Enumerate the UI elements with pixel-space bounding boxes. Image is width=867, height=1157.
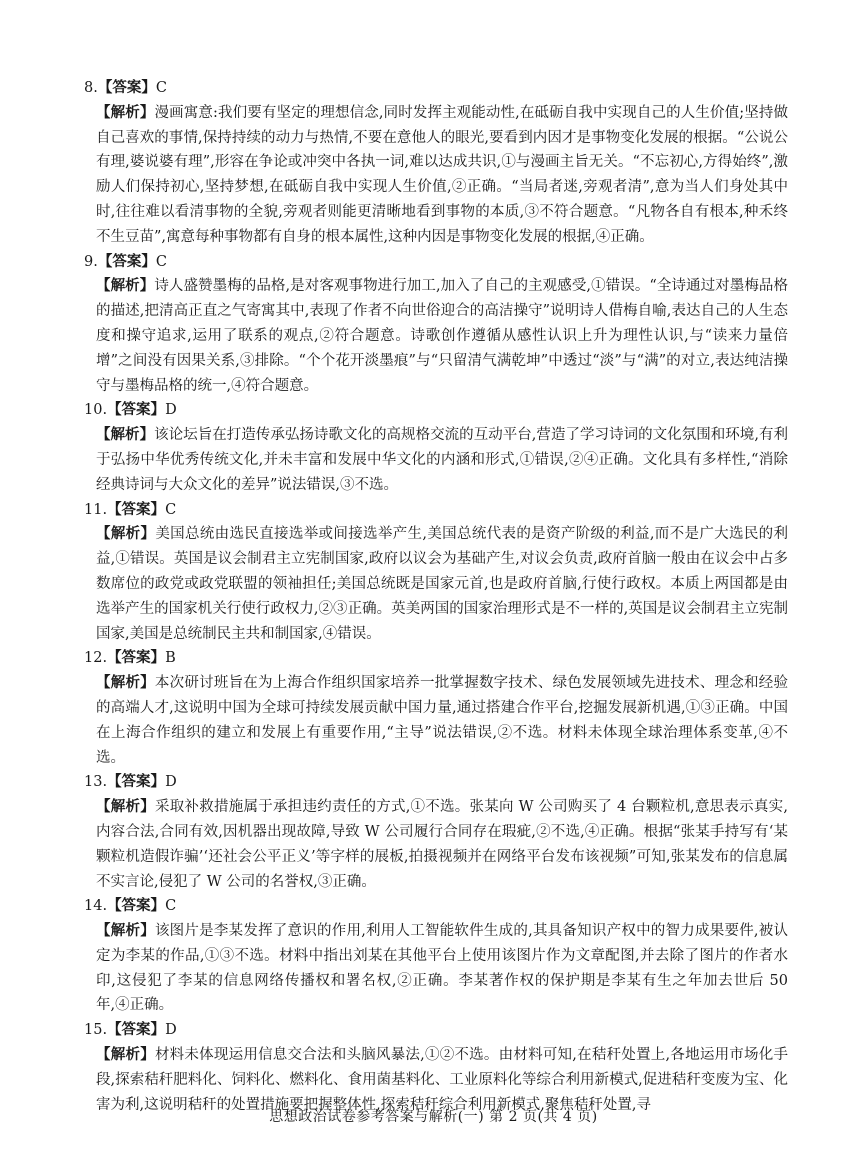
question-9 [84, 250, 788, 399]
analysis-text: 材料未体现运用信息交合法和头脑风暴法,①②不选。由材料可知,在秸秆处置上,各地运用市场化手段,探索秸秆肥料化、饲料化、燃料化、食用菌基料化、工业原料化等综合利用新模式,促进秸秆变废为宝、化害为利,这说明秸秆的处置措施要把握整体性,探索秸秆综合利用新模式,聚焦秸秆处置,寻 [96, 1047, 789, 1113]
question-number: 9. [84, 253, 98, 270]
answer-label: 【答案】 [107, 401, 166, 419]
analysis-paragraph [84, 522, 788, 646]
question-10 [84, 398, 788, 497]
analysis-paragraph [84, 919, 788, 1018]
analysis-text: 美国总统由选民直接选举或间接选举产生,美国总统代表的是资产阶级的利益,而不是广大选民的利益,①错误。英国是议会制君主立宪制国家,政府以议会为基础产生,对议会负责,政府首脑一般由在议会中占多数席位的政党或政党联盟的领袖担任;美国总统既是国家元首,也是政府首脑,行使行政权。本质上两国都是由选举产生的国家机关行使行政权力,②③正确。英美两国的国家治理形式是不一样的,英国是议会制君主立宪制国家,美国是总统制民主共和制国家,④错误。 [96, 526, 788, 642]
analysis-paragraph [84, 671, 788, 770]
analysis-text: 该论坛旨在打造传承弘扬诗歌文化的高规格交流的互动平台,营造了学习诗词的文化氛围和环境,有利于弘扬中华优秀传统文化,并未丰富和发展中华文化的内涵和形式,①错误,②④正确。文化具有多样性,“消除经典诗词与大众文化的差异”说法错误,③不选。 [96, 427, 788, 493]
answer-line [84, 498, 788, 523]
question-number: 8. [84, 80, 98, 96]
answer-label: 【答案】 [107, 1021, 166, 1039]
question-number: 10. [84, 402, 108, 419]
analysis-text: 该图片是李某发挥了意识的作用,利用人工智能软件生成的,其具备知识产权中的智力成果要件,被认定为李某的作品,①③不选。材料中指出刘某在其他平台上使用该图片作为文章配图,并去除了图片的作者水印,这侵犯了李某的信息网络传播权和署名权,②正确。李某著作权的保护期是李某有生之年加去世后 50 年,④正确。 [96, 923, 789, 1014]
answer-label: 【答案】 [107, 649, 166, 667]
analysis-label: 【解析】 [96, 525, 156, 543]
question-13 [84, 770, 788, 894]
question-15 [84, 1018, 788, 1117]
answer-label: 【答案】 [97, 79, 156, 96]
analysis-label: 【解析】 [96, 426, 155, 444]
analysis-label: 【解析】 [96, 1046, 155, 1064]
page-footer: 思想政治试卷参考答案与解析(一) 第 2 页(共 4 页) [269, 1109, 598, 1125]
question-number: 12. [84, 650, 108, 667]
question-12 [84, 646, 788, 770]
answer-value: D [165, 402, 177, 419]
answer-line [84, 76, 788, 101]
question-number: 13. [84, 774, 108, 791]
analysis-label: 【解析】 [96, 277, 155, 295]
answer-value: D [165, 774, 177, 791]
answer-line [84, 770, 788, 795]
question-number: 14. [84, 898, 108, 915]
analysis-text: 采取补救措施属于承担违约责任的方式,①不选。张某向 W 公司购买了 4 台颗粒机,意思表示真实,内容合法,合同有效,因机器出现故障,导致 W 公司履行合同存在瑕疵,②不选,④正确。根据“张某手持写有‘某颗粒机造假诈骗’‘还社会公平正义’等字样的展板,拍摄视频并在网络平台发布该视频”可知,张某发布的信息属不实言论,侵犯了 W 公司的名誉权,③正确。 [96, 799, 789, 890]
analysis-paragraph [84, 274, 788, 398]
analysis-label: 【解析】 [96, 103, 155, 121]
answer-line [84, 894, 788, 919]
answer-label: 【答案】 [107, 500, 166, 518]
question-8 [84, 76, 788, 250]
answer-line [84, 250, 788, 275]
analysis-text: 诗人盛赞墨梅的品格,是对客观事物进行加工,加入了自己的主观感受,①错误。“全诗通过对墨梅品格的描述,把清高正直之气寄寓其中,表现了作者不向世俗迎合的高洁操守”说明诗人借梅自喻,表达自己的人生态度和操守追求,运用了联系的观点,②符合题意。诗歌创作遵循从感性认识上升为理性认识,与“读来力量倍增”之间没有因果关系,③排除。“个个花开淡墨痕”与“只留清气满乾坤”中透过“淡”与“满”的对立,表达纯洁操守与墨梅品格的统一,④符合题意。 [96, 278, 788, 394]
answer-value: D [165, 1022, 177, 1039]
question-11 [84, 498, 788, 647]
answer-value: C [155, 253, 167, 270]
answer-line [84, 1018, 788, 1043]
analysis-text: 本次研讨班旨在为上海合作组织国家培养一批掌握数字技术、绿色发展领域先进技术、理念和经验的高端人才,这说明中国为全球可持续发展贡献中国力量,通过搭建合作平台,挖掘发展新机遇,①③正确。中国在上海合作组织的建立和发展上有重要作用,“主导”说法错误,②不选。材料未体现全球治理体系变革,④不选。 [96, 675, 789, 766]
analysis-label: 【解析】 [96, 674, 155, 692]
analysis-label: 【解析】 [96, 798, 155, 816]
answer-value: C [165, 898, 177, 915]
analysis-text: 漫画寓意:我们要有坚定的理想信念,同时发挥主观能动性,在砥砺自我中实现自己的人生价值;坚持做自己喜欢的事情,保持持续的动力与热情,不要在意他人的眼光,要看到内因才是事物变化发展的根据。“公说公有理,婆说婆有理”,形容在争论或冲突中各执一词,难以达成共识,①与漫画主旨无关。“不忘初心,方得始终”,激励人们保持初心,坚持梦想,在砥砺自我中实现人生价值,②正确。“当局者迷,旁观者清”,意为当人们身处其中时,往往难以看清事物的全貌,旁观者则能更清晰地看到事物的本质,③不符合题意。“凡物各自有根本,种禾终不生豆苗”,寓意每种事物都有自身的根本属性,这种内因是事物变化发展的根据,④正确。 [96, 104, 788, 245]
question-number: 15. [84, 1022, 108, 1039]
answer-line [84, 398, 788, 423]
analysis-paragraph [84, 423, 788, 497]
answer-line [84, 646, 788, 671]
answer-label: 【答案】 [107, 773, 166, 791]
question-number: 11. [84, 501, 108, 518]
answer-value: C [155, 80, 167, 96]
answer-value: B [165, 650, 176, 667]
analysis-paragraph [84, 795, 788, 894]
answer-sheet [84, 76, 788, 1117]
answer-label: 【答案】 [97, 252, 156, 270]
analysis-paragraph [84, 101, 788, 250]
analysis-label: 【解析】 [96, 922, 155, 940]
question-14 [84, 894, 788, 1018]
answer-value: C [165, 501, 177, 518]
answer-label: 【答案】 [107, 897, 166, 915]
